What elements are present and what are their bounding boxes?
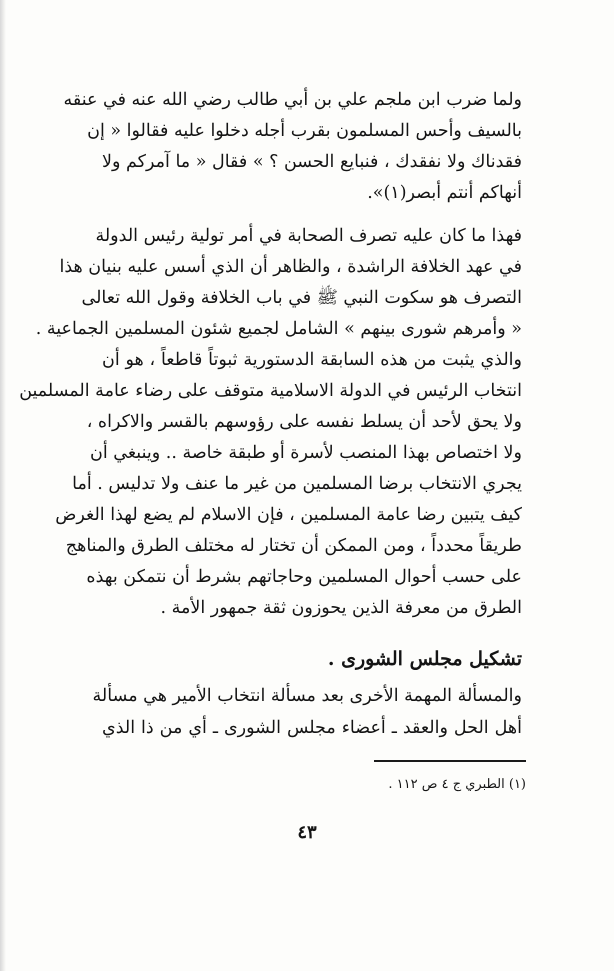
footnote-separator: [374, 760, 526, 762]
text-line-1: ولما ضرب ابن ملجم علي بن أبي طالب رضي الله عنه في عنقه: [63, 90, 522, 110]
text-line-10: انتخاب الرئيس في الدولة الاسلامية متوقف على رضاء عامة المسلمين: [19, 381, 522, 401]
text-line-8: « وأمرهم شورى بينهم » الشامل لجميع شئون المسلمين الجماعية .: [35, 319, 522, 339]
text-line-15: طريقاً محدداً ، ومن الممكن أن تختار له مختلف الطرق والمناهج: [65, 536, 522, 556]
text-line-13: يجري الانتخاب برضا المسلمين من غير ما عنف ولا تدليس . أما: [72, 474, 522, 494]
text-line-16: على حسب أحوال المسلمين وحاجاتهم بشرط أن نتمكن بهذه: [86, 567, 522, 587]
page-number: ٤٣: [297, 822, 317, 843]
section-heading: تشكيل مجلس الشورى .: [327, 648, 522, 670]
text-line-6: في عهد الخلافة الراشدة ، والظاهر أن الذي أسس عليه بنيان هذا: [59, 257, 522, 277]
text-line-19: أهل الحل والعقد ـ أعضاء مجلس الشورى ـ أي من ذا الذي: [102, 718, 522, 738]
text-line-7: التصرف هو سكوت النبي ﷺ في باب الخلافة وقول الله تعالى: [81, 288, 522, 308]
text-line-2: بالسيف وأحس المسلمون بقرب أجله دخلوا عليه فقالوا « إن: [87, 121, 522, 141]
text-line-12: ولا اختصاص بهذا المنصب لأسرة أو طبقة خاصة .. وينبغي أن: [90, 443, 522, 463]
text-line-3: فقدناك ولا نفقدك ، فنبايع الحسن ؟ » فقال « ما آمركم ولا: [102, 152, 522, 172]
text-line-14: كيف يتبين رضا عامة المسلمين ، فإن الاسلام لم يضع لهذا الغرض: [55, 505, 522, 525]
text-line-4: أنهاكم أنتم أبصر(١)».: [367, 183, 522, 203]
footnote: (١) الطبري ج ٤ ص ١١٢ .: [388, 777, 526, 792]
text-line-5: فهذا ما كان عليه تصرف الصحابة في أمر تولية رئيس الدولة: [95, 226, 522, 246]
text-line-18: والمسألة المهمة الأخرى بعد مسألة انتخاب الأمير هي مسألة: [92, 686, 522, 706]
text-line-17: الطرق من معرفة الذين يحوزون ثقة جمهور الأمة .: [160, 598, 522, 618]
text-line-11: ولا يحق لأحد أن يسلط نفسه على رؤوسهم بالقسر والاكراه ،: [86, 412, 522, 432]
text-line-9: والذي يثبت من هذه السابقة الدستورية ثبوتاً قاطعاً ، هو أن: [102, 350, 522, 370]
